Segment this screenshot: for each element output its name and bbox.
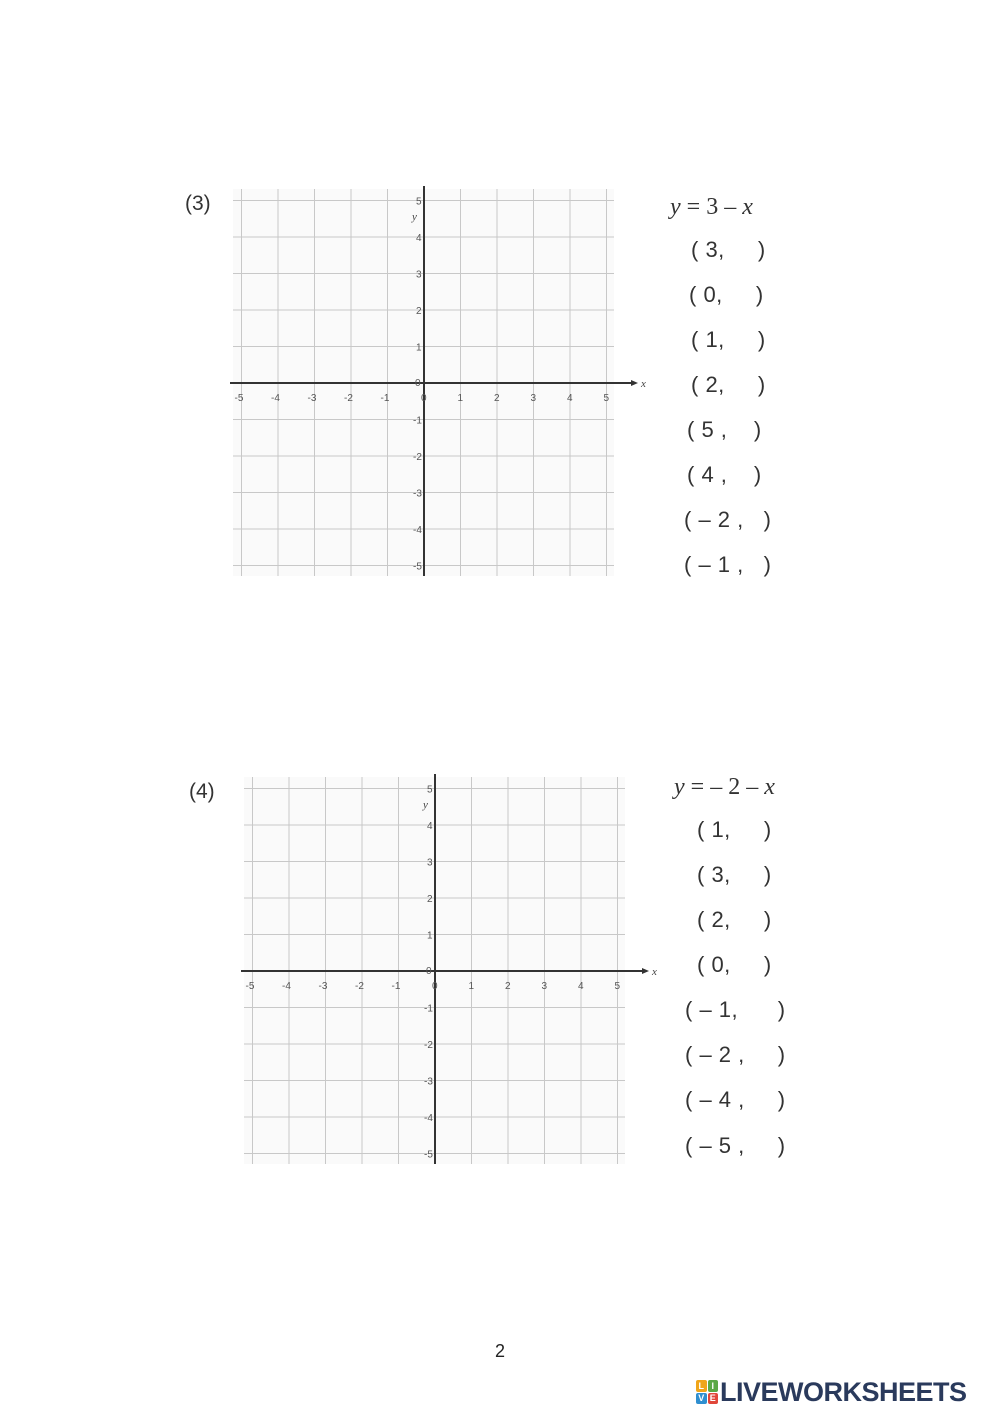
ordered-pair[interactable]: ( – 2 , ) <box>685 1042 786 1067</box>
x-tick-label: -4 <box>271 393 280 404</box>
x-tick-label: 3 <box>541 981 548 992</box>
y-tick-label: -1 <box>413 415 422 427</box>
y-tick-label: -3 <box>424 1076 433 1088</box>
equation-lhs: y <box>674 774 685 800</box>
x-tick-label: 3 <box>530 393 537 404</box>
logo-tile: I <box>708 1380 719 1392</box>
ordered-pair[interactable]: ( 1, ) <box>691 327 766 352</box>
y-tick-label: 1 <box>427 930 433 942</box>
brand-text: LIVEWORKSHEETS <box>720 1376 967 1407</box>
x-tick-label: -5 <box>234 393 244 404</box>
ordered-pair[interactable]: ( 0, ) <box>697 952 772 977</box>
y-tick-label: 2 <box>416 306 422 317</box>
x-axis-label: x <box>641 378 646 390</box>
page-number: 2 <box>494 1341 505 1361</box>
x-axis-label: x <box>652 966 657 978</box>
x-tick-label: -3 <box>307 393 317 404</box>
y-tick-label: -4 <box>424 1113 433 1124</box>
ordered-pair[interactable]: ( 5 , ) <box>687 417 762 442</box>
x-tick-label: -5 <box>245 981 255 992</box>
x-tick-label: 2 <box>494 393 500 404</box>
equation <box>674 774 775 801</box>
y-tick-label: -3 <box>413 488 422 500</box>
y-tick-label: -1 <box>424 1003 433 1015</box>
ordered-pair[interactable]: ( 1, ) <box>697 817 772 842</box>
y-tick-label: 4 <box>416 233 422 244</box>
y-tick-label: 2 <box>427 894 433 905</box>
logo-tile: E <box>708 1393 719 1405</box>
x-tick-label: 5 <box>603 393 610 404</box>
equation-rhs: = – 2 – <box>684 774 765 800</box>
equation-var: x <box>742 194 753 220</box>
y-tick-label: 5 <box>427 784 433 796</box>
equation-var: x <box>764 774 775 800</box>
ordered-pair[interactable]: ( 0, ) <box>689 282 764 307</box>
y-axis-label: y <box>423 799 428 811</box>
x-tick-label: 0 <box>432 981 438 992</box>
ordered-pair[interactable]: ( 4 , ) <box>687 462 762 487</box>
x-tick-label: -1 <box>391 981 401 992</box>
x-tick-label: -1 <box>380 393 390 404</box>
ordered-pair[interactable]: ( 3, ) <box>691 237 766 262</box>
y-tick-label: -5 <box>424 1149 433 1161</box>
ordered-pair[interactable]: ( – 4 , ) <box>685 1087 786 1112</box>
x-axis-arrow <box>642 968 649 974</box>
y-tick-label: -5 <box>413 561 422 573</box>
y-tick-label: -2 <box>413 452 422 463</box>
x-tick-label: 4 <box>567 393 573 404</box>
problem-number: (3) <box>185 192 211 215</box>
y-tick-label: 1 <box>416 342 422 354</box>
x-tick-label: 1 <box>468 981 475 992</box>
y-axis-label: y <box>412 211 417 223</box>
x-tick-label: 4 <box>578 981 584 992</box>
ordered-pair[interactable]: ( – 1, ) <box>685 997 786 1022</box>
x-tick-label: -2 <box>344 393 353 404</box>
ordered-pair[interactable]: ( – 1 , ) <box>684 552 772 577</box>
ordered-pair[interactable]: ( – 5 , ) <box>685 1133 786 1158</box>
ordered-pair[interactable]: ( 2, ) <box>697 907 772 932</box>
y-tick-label: 5 <box>416 196 422 208</box>
y-tick-label: 3 <box>416 269 422 281</box>
equation-rhs: = 3 – <box>680 194 743 220</box>
y-tick-label: -2 <box>424 1040 433 1051</box>
x-tick-label: 0 <box>421 393 427 404</box>
ordered-pair[interactable]: ( 3, ) <box>697 862 772 887</box>
logo-tile: L <box>696 1380 707 1392</box>
logo-tile: V <box>696 1393 707 1405</box>
y-tick-label: 0 <box>426 966 432 977</box>
y-tick-label: 4 <box>427 821 433 832</box>
x-tick-label: 5 <box>614 981 621 992</box>
y-tick-label: 3 <box>427 857 433 869</box>
x-tick-label: -3 <box>318 981 328 992</box>
x-tick-label: -2 <box>355 981 364 992</box>
x-tick-label: -4 <box>282 981 291 992</box>
grid-svg <box>241 774 661 1166</box>
brand-logo-icon <box>696 1380 718 1404</box>
y-tick-label: -4 <box>413 525 422 536</box>
problem-number: (4) <box>189 780 215 803</box>
x-tick-label: 1 <box>457 393 464 404</box>
equation-lhs: y <box>670 194 681 220</box>
coordinate-grid <box>241 774 661 1171</box>
ordered-pair[interactable]: ( – 2 , ) <box>684 507 772 532</box>
ordered-pair[interactable]: ( 2, ) <box>691 372 766 397</box>
brand-watermark <box>696 1374 967 1410</box>
x-tick-label: 2 <box>505 981 511 992</box>
y-tick-label: 0 <box>415 378 421 389</box>
